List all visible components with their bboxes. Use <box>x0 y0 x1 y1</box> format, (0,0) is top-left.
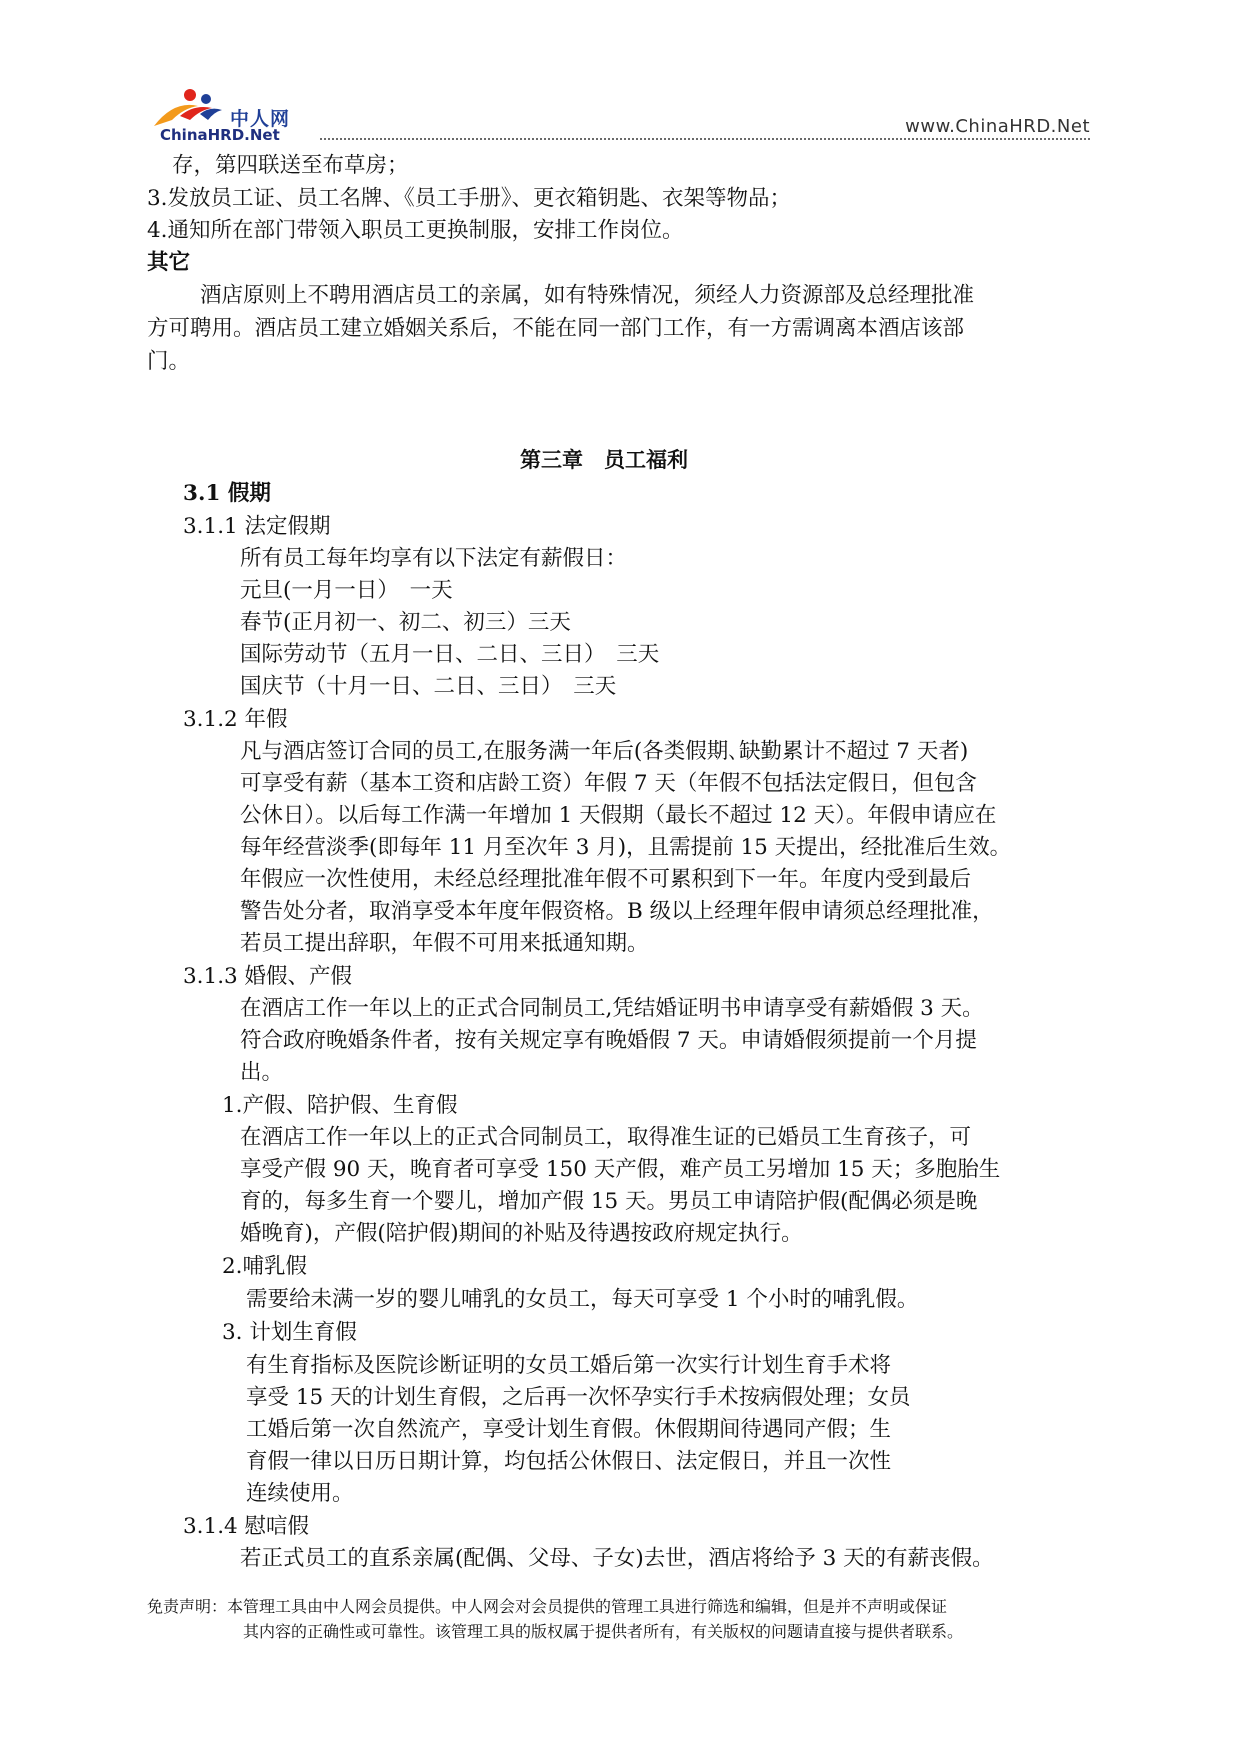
subsection-heading: 3.1.2 年假 <box>183 707 288 732</box>
text-line: 酒店原则上不聘用酒店员工的亲属，如有特殊情况，须经人力资源部及总经理批准 <box>200 283 975 308</box>
header-site-url: www.ChinaHRD.Net <box>905 116 1090 137</box>
page-header <box>150 86 1090 146</box>
text-line: 每年经营淡季(即每年 11 月至次年 3 月)，且需提前 15 天提出，经批准后生效。 <box>240 835 1012 860</box>
subsection-heading: 3.1.1 法定假期 <box>183 514 331 539</box>
text-line: 可享受有薪（基本工资和店龄工资）年假 7 天（年假不包括法定假日，但包含 <box>240 771 977 796</box>
text-line: 婚晚育)，产假(陪护假)期间的补贴及待遇按政府规定执行。 <box>240 1221 803 1246</box>
numbered-item-heading: 1.产假、陪护假、生育假 <box>222 1093 458 1118</box>
text-line: 方可聘用。酒店员工建立婚姻关系后，不能在同一部门工作，有一方需调离本酒店该部 <box>147 316 965 341</box>
text-line: 在酒店工作一年以上的正式合同制员工,凭结婚证明书申请享受有薪婚假 3 天。 <box>240 996 984 1021</box>
text-line: 享受产假 90 天，晚育者可享受 150 天产假，难产员工另增加 15 天；多胞胎生 <box>240 1157 1001 1182</box>
people-swoosh-icon <box>150 86 230 128</box>
text-line: 若员工提出辞职，年假不可用来抵通知期。 <box>240 931 649 956</box>
text-line: 国际劳动节（五月一日、二日、三日） 三天 <box>240 642 660 667</box>
text-line: 工婚后第一次自然流产，享受计划生育假。休假期间待遇同产假；生 <box>246 1417 892 1442</box>
text-line: 门。 <box>147 349 191 374</box>
text-line: 出。 <box>240 1060 284 1085</box>
text-line: 若正式员工的直系亲属(配偶、父母、子女)去世，酒店将给予 3 天的有薪丧假。 <box>240 1546 994 1571</box>
text-line: 所有员工每年均享有以下法定有薪假日： <box>240 546 628 571</box>
numbered-item-heading: 3. 计划生育假 <box>222 1320 357 1345</box>
text-line: 公休日）。以后每工作满一年增加 1 天假期（最长不超过 12 天）。年假申请应在 <box>240 803 997 828</box>
disclaimer-line: 免责声明：本管理工具由中人网会员提供。中人网会对会员提供的管理工具进行筛选和编辑，但是并不声明或保证 <box>147 1597 948 1616</box>
text-line: 连续使用。 <box>246 1481 354 1506</box>
text-line: 4.通知所在部门带领入职员工更换制服，安排工作岗位。 <box>147 218 684 243</box>
text-line: 需要给未满一岁的婴儿哺乳的女员工，每天可享受 1 个小时的哺乳假。 <box>246 1287 919 1312</box>
text-line: 元旦(一月一日） 一天 <box>240 578 453 603</box>
text-line: 警告处分者，取消享受本年度年假资格。B 级以上经理年假申请须总经理批准， <box>240 899 994 924</box>
text-line: 育的，每多生育一个婴儿，增加产假 15 天。男员工申请陪护假(配偶必须是晚 <box>240 1189 978 1214</box>
chapter-title: 第三章 员工福利 <box>520 447 688 472</box>
text-line: 享受 15 天的计划生育假，之后再一次怀孕实行手术按病假处理；女员 <box>246 1385 911 1410</box>
text-line: 春节(正月初一、初二、初三）三天 <box>240 610 571 635</box>
header-dotted-rule <box>320 138 1090 140</box>
subsection-heading: 3.1.3 婚假、产假 <box>183 964 353 989</box>
text-line: 年假应一次性使用，未经总经理批准年假不可累积到下一年。年度内受到最后 <box>240 867 972 892</box>
logo-chinese-text: 中人网 <box>230 108 291 130</box>
section-heading: 3.1 假期 <box>183 481 271 506</box>
logo-english-text: ChinaHRD.Net <box>160 126 280 144</box>
text-line: 3.发放员工证、员工名牌、《员工手册》、更衣箱钥匙、衣架等物品； <box>147 186 792 211</box>
numbered-item-heading: 2.哺乳假 <box>222 1254 308 1279</box>
text-line: 育假一律以日历日期计算，均包括公休假日、法定假日，并且一次性 <box>246 1449 892 1474</box>
text-line: 符合政府晚婚条件者，按有关规定享有晚婚假 7 天。申请婚假须提前一个月提 <box>240 1028 977 1053</box>
section-heading-other: 其它 <box>147 250 191 275</box>
text-line: 存，第四联送至布草房； <box>172 153 409 178</box>
text-line: 国庆节（十月一日、二日、三日） 三天 <box>240 674 617 699</box>
subsection-heading: 3.1.4 慰唁假 <box>183 1514 310 1539</box>
chinahrd-logo <box>150 86 320 146</box>
text-line: 凡与酒店签订合同的员工,在服务满一年后(各类假期､缺勤累计不超过 7 天者) <box>240 739 969 764</box>
text-line: 在酒店工作一年以上的正式合同制员工，取得准生证的已婚员工生育孩子，可 <box>240 1125 972 1150</box>
text-line: 有生育指标及医院诊断证明的女员工婚后第一次实行计划生育手术将 <box>246 1353 892 1378</box>
disclaimer-line: 其内容的正确性或可靠性。该管理工具的版权属于提供者所有，有关版权的问题请直接与提供者联系。 <box>243 1622 964 1641</box>
